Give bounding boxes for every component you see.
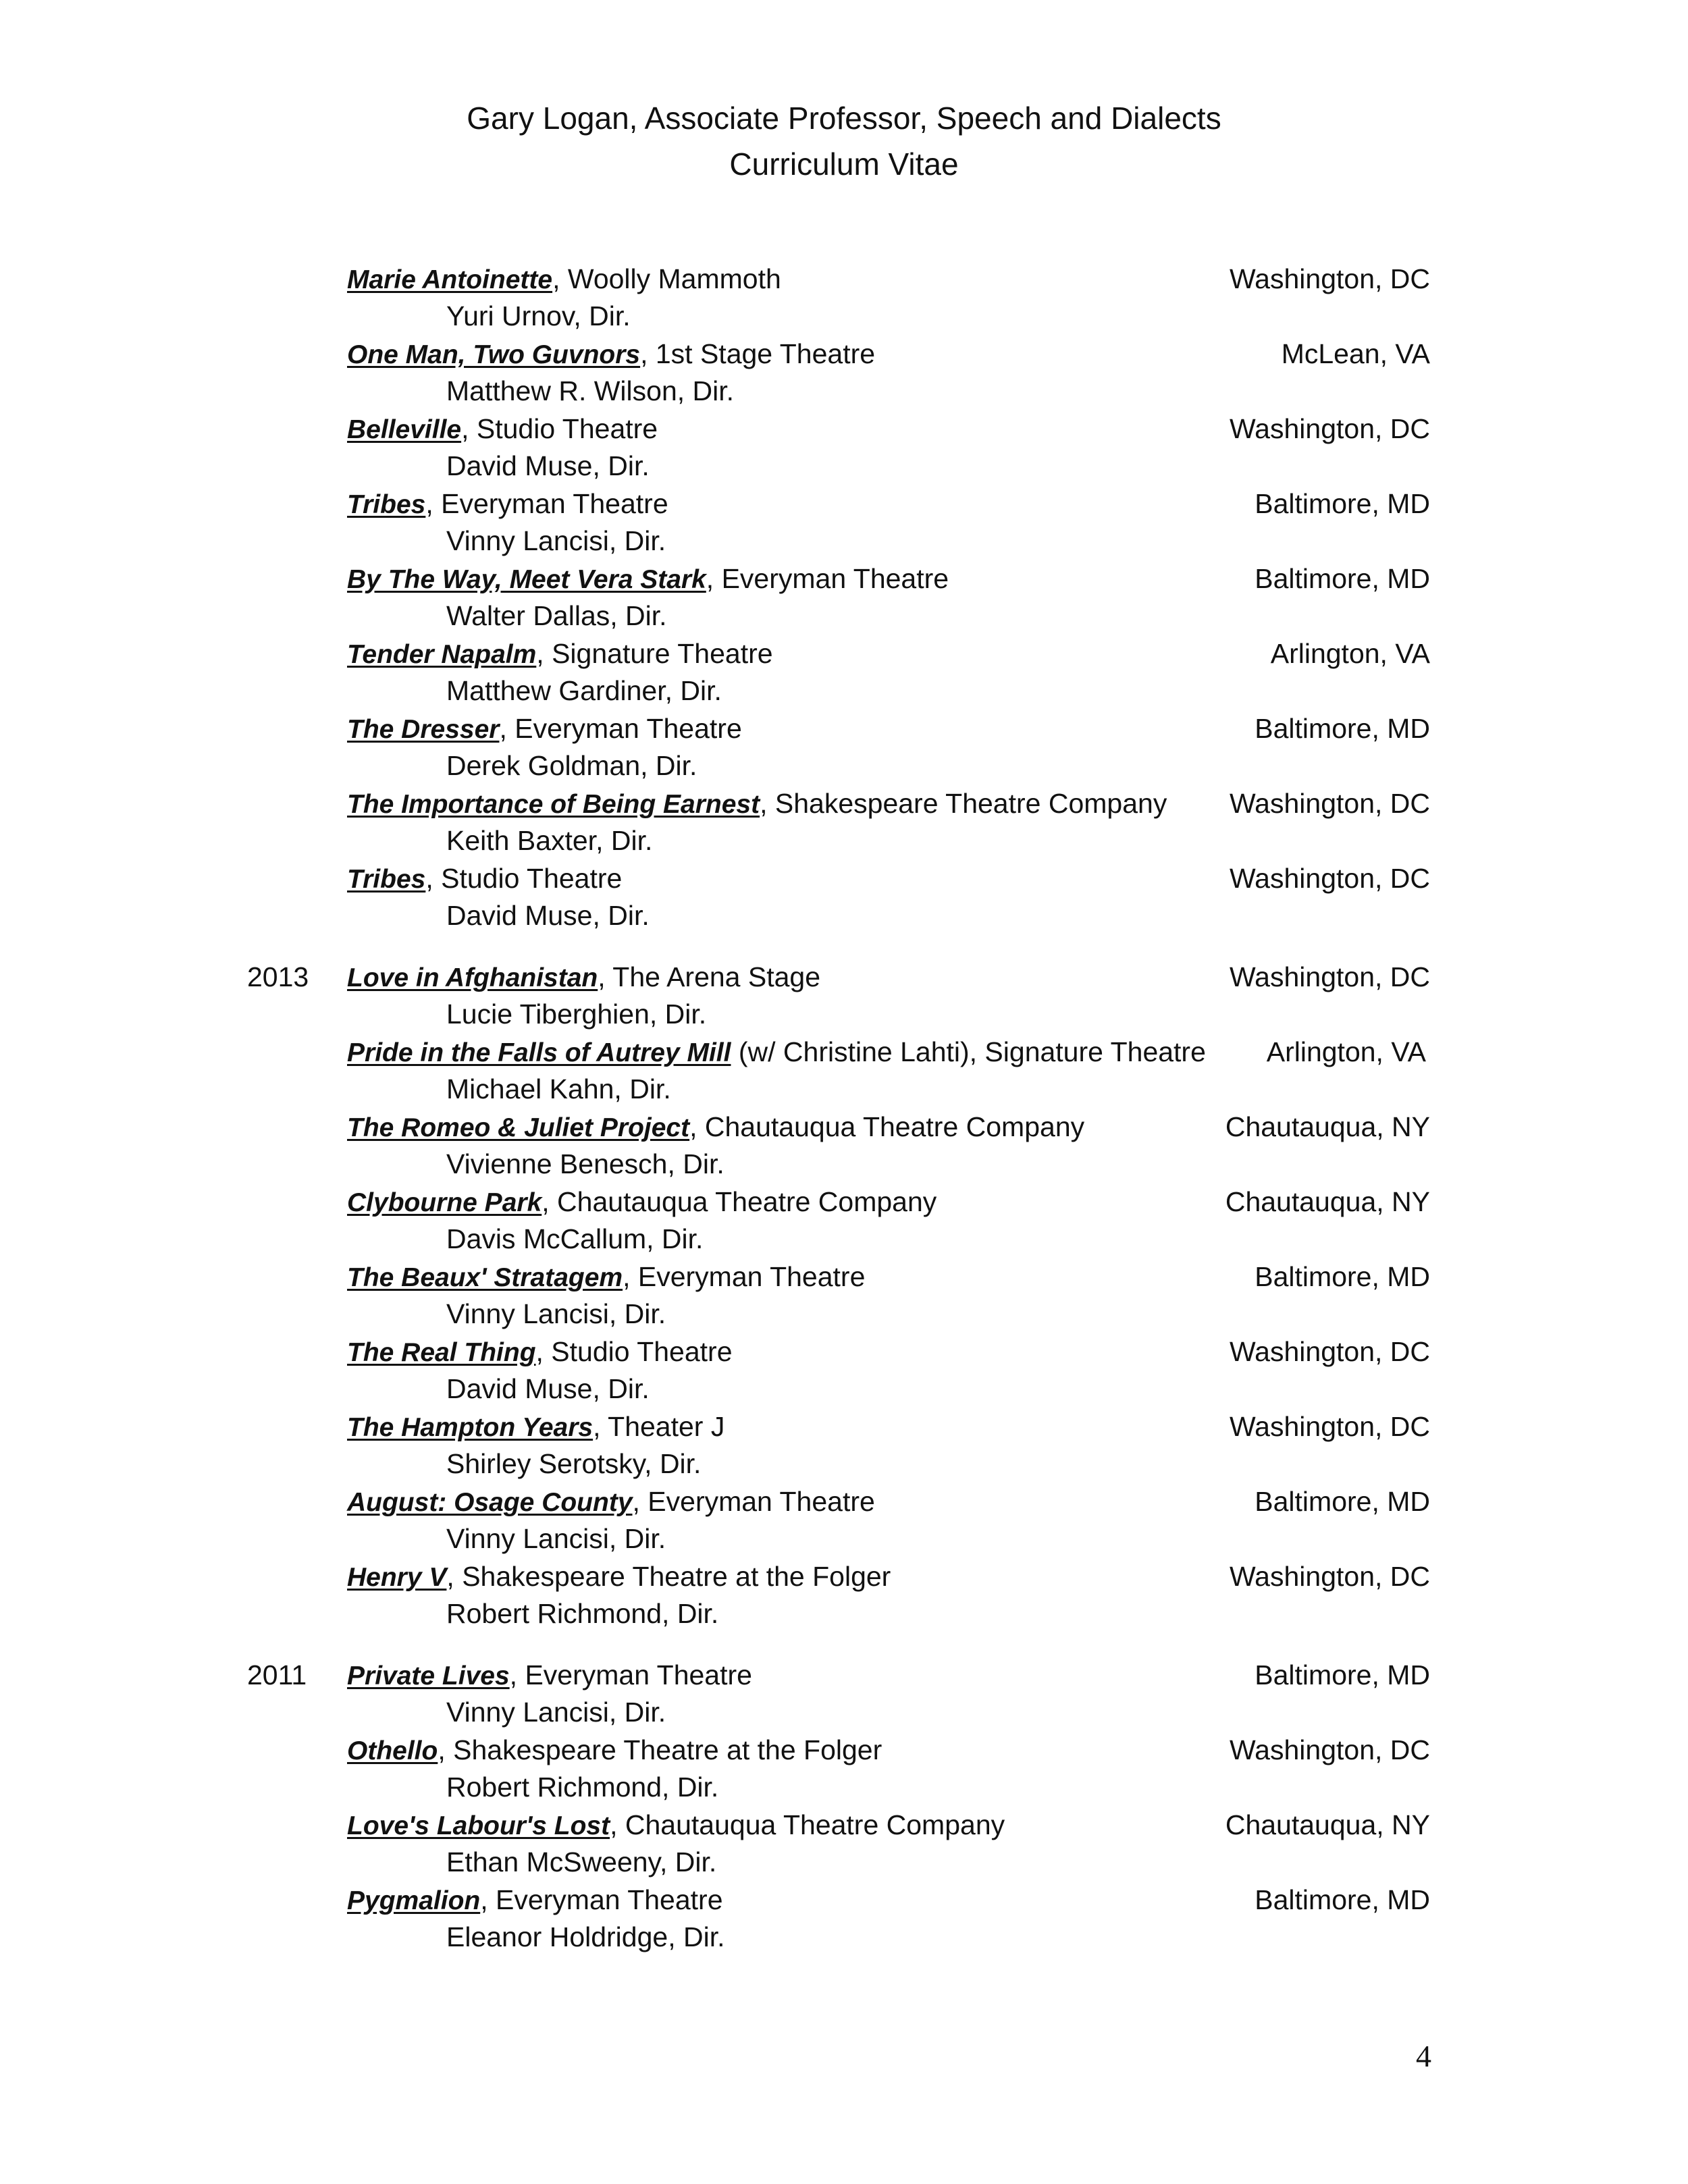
production-entry: [0, 1033, 1688, 1108]
entry-title-line: [347, 1881, 723, 1920]
play-venue: , Shakespeare Theatre at the Folger: [446, 1561, 891, 1592]
play-title: Pygmalion: [347, 1886, 481, 1915]
play-title: The Romeo & Juliet Project: [347, 1113, 690, 1142]
play-venue: , Studio Theatre: [535, 1336, 733, 1367]
entry-location: Washington, DC: [1230, 1336, 1430, 1367]
production-entry: [0, 1108, 1688, 1183]
play-venue: , Studio Theatre: [425, 863, 623, 894]
entry-location: Baltimore, MD: [1255, 563, 1430, 594]
entry-title-line: [347, 335, 875, 374]
entry-title-line: [347, 710, 742, 749]
play-venue: , Studio Theatre: [461, 413, 658, 444]
production-entry: [0, 784, 1688, 859]
play-title: August: Osage County: [347, 1488, 633, 1517]
play-venue: , Everyman Theatre: [632, 1486, 875, 1517]
entry-director: Davis McCallum, Dir.: [446, 1223, 704, 1254]
entry-director: Eleanor Holdridge, Dir.: [446, 1921, 725, 1952]
entry-director: Vinny Lancisi, Dir.: [446, 1298, 666, 1329]
play-title: The Real Thing: [347, 1338, 536, 1367]
production-entry: [0, 1557, 1688, 1632]
play-title: Clybourne Park: [347, 1188, 542, 1217]
entry-director: Yuri Urnov, Dir.: [446, 300, 631, 331]
entry-title-line: [347, 1656, 752, 1695]
entry-title-line: [347, 1483, 875, 1522]
entry-director: Ethan McSweeny, Dir.: [446, 1846, 717, 1877]
production-entry: [0, 958, 1688, 1033]
production-entry: [0, 260, 1688, 335]
entry-director: David Muse, Dir.: [446, 1373, 650, 1404]
production-entry: [0, 1656, 1688, 1731]
play-title: The Importance of Being Earnest: [347, 790, 760, 819]
play-title: Love's Labour's Lost: [347, 1811, 610, 1840]
play-title: The Beaux' Stratagem: [347, 1263, 623, 1292]
entry-director: Lucie Tiberghien, Dir.: [446, 998, 707, 1030]
play-title: Tender Napalm: [347, 640, 537, 669]
production-entry: [0, 1881, 1688, 1956]
play-venue: , Signature Theatre: [536, 638, 773, 669]
play-venue: , Everyman Theatre: [509, 1659, 752, 1690]
entry-director: Michael Kahn, Dir.: [446, 1073, 671, 1104]
production-entry: [0, 335, 1688, 410]
play-venue: , Woolly Mammoth: [552, 263, 781, 294]
entry-director: Robert Richmond, Dir.: [446, 1598, 719, 1629]
play-venue: (w/ Christine Lahti), Signature Theatre: [731, 1036, 1206, 1067]
entry-location: Washington, DC: [1230, 961, 1430, 992]
play-venue: , Shakespeare Theatre at the Folger: [438, 1734, 882, 1765]
production-entry: [0, 1258, 1688, 1333]
entry-director: Matthew R. Wilson, Dir.: [446, 375, 735, 406]
header-name-title: Gary Logan, Associate Professor, Speech and Dialects: [467, 101, 1221, 136]
entry-location: Washington, DC: [1230, 413, 1430, 444]
entry-title-line: [347, 1258, 865, 1297]
entry-title-line: [347, 1333, 733, 1372]
play-venue: , Everyman Theatre: [480, 1884, 723, 1915]
entry-title-line: [347, 1033, 1206, 1072]
play-venue: , Everyman Theatre: [499, 713, 742, 744]
play-title: By The Way, Meet Vera Stark: [347, 565, 706, 594]
play-title: Tribes: [347, 865, 426, 894]
entry-title-line: [347, 410, 658, 449]
play-title: Othello: [347, 1736, 438, 1765]
play-venue: , 1st Stage Theatre: [640, 338, 876, 369]
play-venue: , Chautauqua Theatre Company: [542, 1186, 937, 1217]
production-entry: [0, 635, 1688, 710]
header-document-title: Curriculum Vitae: [729, 147, 959, 182]
production-entry: [0, 560, 1688, 635]
entry-title-line: [347, 1183, 937, 1222]
play-title: Tribes: [347, 490, 426, 519]
entry-location: Washington, DC: [1230, 788, 1430, 819]
entry-director: David Muse, Dir.: [446, 450, 650, 481]
production-entry: [0, 1731, 1688, 1806]
production-entry: [0, 1333, 1688, 1408]
entry-title-line: [347, 485, 668, 524]
play-title: One Man, Two Guvnors: [347, 340, 641, 369]
entry-location: Chautauqua, NY: [1225, 1111, 1430, 1142]
play-venue: , Everyman Theatre: [425, 488, 668, 519]
play-venue: , Everyman Theatre: [623, 1261, 866, 1292]
play-title: Pride in the Falls of Autrey Mill: [347, 1038, 731, 1067]
entry-title-line: [347, 1731, 882, 1770]
entry-title-line: [347, 1557, 891, 1597]
entry-year: 2011: [247, 1659, 307, 1690]
play-title: Private Lives: [347, 1661, 510, 1690]
entry-year: 2013: [247, 961, 309, 992]
entry-title-line: [347, 859, 622, 899]
production-entry: [0, 1483, 1688, 1557]
play-title: Love in Afghanistan: [347, 963, 598, 992]
entry-location: Baltimore, MD: [1255, 488, 1430, 519]
entry-location: Arlington, VA: [1270, 638, 1430, 669]
entry-location: Baltimore, MD: [1255, 713, 1430, 744]
entry-director: Robert Richmond, Dir.: [446, 1772, 719, 1803]
production-entry: [0, 485, 1688, 560]
play-title: The Hampton Years: [347, 1413, 594, 1442]
entry-location: Baltimore, MD: [1255, 1884, 1430, 1915]
entry-location: Baltimore, MD: [1255, 1486, 1430, 1517]
entry-title-line: [347, 635, 773, 674]
entry-director: Vinny Lancisi, Dir.: [446, 1523, 666, 1554]
play-venue: , The Arena Stage: [598, 961, 821, 992]
entry-title-line: [347, 260, 781, 299]
entry-location: Baltimore, MD: [1255, 1659, 1430, 1690]
entry-location: McLean, VA: [1281, 338, 1430, 369]
entry-title-line: [347, 560, 949, 599]
play-title: Belleville: [347, 415, 462, 444]
entry-title-line: [347, 958, 820, 997]
production-entry: [0, 1408, 1688, 1483]
entry-location: Washington, DC: [1230, 863, 1430, 894]
play-venue: , Chautauqua Theatre Company: [610, 1809, 1005, 1840]
production-entry: [0, 1183, 1688, 1258]
entry-location: Chautauqua, NY: [1225, 1809, 1430, 1840]
production-entry: [0, 1806, 1688, 1881]
play-title: Henry V: [347, 1563, 447, 1592]
entry-director: Vinny Lancisi, Dir.: [446, 525, 666, 556]
entry-title-line: [347, 1408, 724, 1447]
entry-location: Chautauqua, NY: [1225, 1186, 1430, 1217]
play-venue: , Shakespeare Theatre Company: [760, 788, 1167, 819]
entry-director: David Muse, Dir.: [446, 900, 650, 931]
entry-location: Washington, DC: [1230, 263, 1430, 294]
play-venue: , Chautauqua Theatre Company: [689, 1111, 1085, 1142]
production-entry: [0, 410, 1688, 485]
page-number: 4: [1416, 2039, 1431, 2073]
play-title: Marie Antoinette: [347, 265, 553, 294]
entry-director: Shirley Serotsky, Dir.: [446, 1448, 702, 1479]
play-venue: , Everyman Theatre: [706, 563, 949, 594]
production-entry: [0, 710, 1688, 784]
entry-director: Walter Dallas, Dir.: [446, 600, 667, 631]
entry-director: Keith Baxter, Dir.: [446, 825, 653, 856]
entry-director: Matthew Gardiner, Dir.: [446, 675, 722, 706]
entry-location: Washington, DC: [1230, 1411, 1430, 1442]
production-entry: [0, 859, 1688, 934]
play-title: The Dresser: [347, 715, 500, 744]
entry-title-line: [347, 1108, 1084, 1147]
entry-location: Washington, DC: [1230, 1561, 1430, 1592]
entry-location: Baltimore, MD: [1255, 1261, 1430, 1292]
entry-director: Vinny Lancisi, Dir.: [446, 1697, 666, 1728]
entry-director: Derek Goldman, Dir.: [446, 750, 697, 781]
entry-title-line: [347, 1806, 1005, 1845]
entry-title-line: [347, 784, 1167, 824]
play-venue: , Theater J: [593, 1411, 725, 1442]
entry-director: Vivienne Benesch, Dir.: [446, 1148, 724, 1179]
entry-location: Arlington, VA: [1266, 1036, 1426, 1067]
entry-location: Washington, DC: [1230, 1734, 1430, 1765]
